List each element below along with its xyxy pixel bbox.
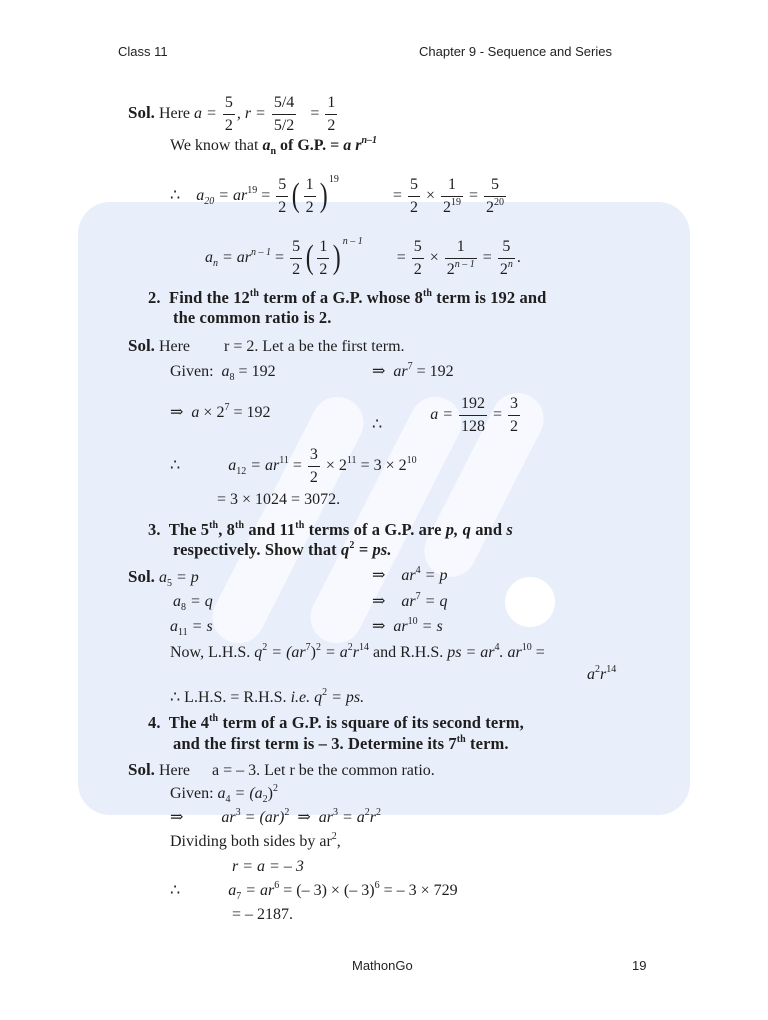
sol4-implies-line: ⇒ $ar^3 = (ar)^2$ ⇒ $ar^3 = a^2r^2$	[170, 807, 381, 826]
sol2-line-1: Sol. Here r = 2. Let a be the first term.	[128, 336, 405, 355]
footer-brand: MathonGo	[352, 958, 413, 973]
sol3-now-line: Now, L.H.S. $q^2 = (ar^7)^2 = a^2r^{14}$ and R.H.S. ps = $ar^4$. $ar^{10}$ =	[170, 642, 545, 661]
question-3-line-1: 3. The 5th, 8th and 11th terms of a G.P. are p, q and s	[148, 520, 513, 539]
sol4-a7-line: ∴ $a_7 = ar^6$ = (– 3) × (– 3)$^6$ = – 3 × 729	[170, 880, 458, 902]
sol2-given-line: Given: $a_8 = 192$	[170, 363, 276, 383]
sol4-given: Given: $a_4 = (a_2)^2$	[170, 783, 278, 805]
sol4-divide-line: Dividing both sides by $ar^2$,	[170, 831, 341, 850]
sol1-an-line: $a_n = ar^{n - 1}$ = $\frac{5}{2}$ ( $\frac{1}{2}$ ) $^{n - 1}$ = $\frac{5}{2}$ × $\frac{1}{2^{n - 1}}$ = $\frac{5}{2^n}$ .	[205, 235, 521, 278]
sol2-a12-line: ∴ $a_{12} = ar^{11}$ = $\frac{3}{2}$ × $2^{11} = 3 \times 2^{10}$	[170, 446, 417, 486]
sol1-line-1: Sol. Here a = $\frac{5}{2}$ , r = $\frac{5/4}{5/2}$ = $\frac{1}{2}$	[128, 94, 336, 134]
question-2-line-1: 2. Find the 12th term of a G.P. whose 8th term is 192 and	[148, 288, 547, 307]
watermark-dot	[505, 577, 555, 627]
sol2-a-line: ⇒ $a \times 2^7 = 192$	[170, 402, 271, 421]
sol-label: Sol.	[128, 102, 155, 122]
sol3-conclusion: ∴ L.H.S. = R.H.S. i.e. $q^2$ = ps.	[170, 687, 365, 706]
header-chapter: Chapter 9 - Sequence and Series	[419, 44, 612, 59]
fraction: $\frac{1}{2}$	[327, 94, 336, 134]
sol4-final: = – 2187.	[232, 906, 294, 923]
question-2-line-2: the common ratio is 2.	[173, 308, 332, 327]
sol3-row-3: $a_{11} = s$	[170, 618, 213, 638]
question-4-line-2: and the first term is – 3. Determine its 7th term.	[173, 734, 509, 753]
sol3-now-cont: $a^2r^{14}$	[587, 664, 617, 683]
sol3-row-2: $a_8 = q$	[173, 593, 213, 613]
sol1-formula-line: We know that $a_n$ of G.P. = a $r^{n-1}$	[170, 135, 378, 157]
fraction: $\frac{5/4}{5/2}$	[273, 94, 295, 134]
question-4-line-1: 4. The 4th term of a G.P. is square of its second term,	[148, 713, 524, 732]
header-class: Class 11	[118, 44, 168, 59]
sol4-line-1: Sol. Here a = – 3. Let r be the common ratio.	[128, 760, 435, 779]
question-3-line-2: respectively. Show that $q^2$ = ps.	[173, 540, 392, 559]
fraction: $\frac{5}{2}$	[224, 94, 233, 134]
sol4-r-line: r = a = – 3	[232, 858, 304, 875]
sol2-final: = 3 × 1024 = 3072.	[217, 491, 341, 508]
sol3-row-1: Sol. $a_5 = p$	[128, 567, 199, 589]
page-number: 19	[632, 958, 647, 973]
sol1-a20-line: ∴ $a_{20} = ar^{19}$ = $\frac{5}{2}$ ( $\frac{1}{2}$ ) $^{19}$ = $\frac{5}{2}$ × $\frac{1}{2^{19}}$ = $\frac{5}{2^{20}}$	[170, 173, 504, 216]
